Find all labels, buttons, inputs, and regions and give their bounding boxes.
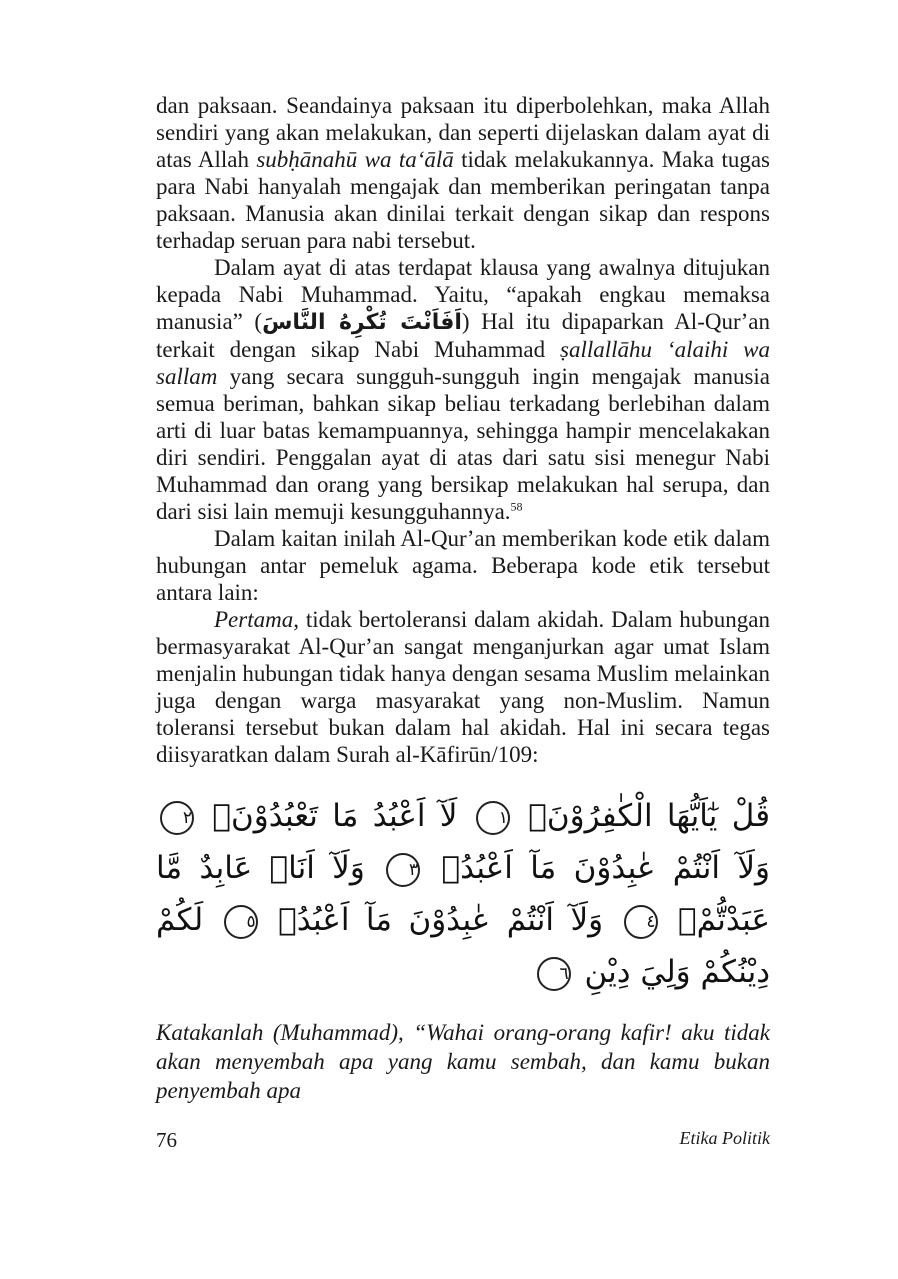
ayah-number-6: ٦: [537, 957, 571, 991]
ayah-3: وَلَآ اَنْتُمْ عٰبِدُوْنَ مَآ اَعْبُدُۚ: [441, 850, 770, 886]
paragraph-3: Dalam kaitan inilah Al-Qurʼan memberikan kode etik dalam hubungan antar pemeluk agama. Beberapa kode etik tersebut antara lain:: [156, 526, 770, 605]
ayah-2: لَآ اَعْبُدُ مَا تَعْبُدُوْنَۙ: [212, 798, 458, 834]
ayah-5: وَلَآ اَنْتُمْ عٰبِدُوْنَ مَآ اَعْبُدُۗ: [278, 902, 604, 938]
ayah-number-1: ١: [476, 801, 510, 835]
paragraph-1-end: tidak melakukannya. Maka tugas para Nabi hanyalah mengajak dan memberikan peringatan tanpa paksaan. Manusia akan dinilai terkait dengan sikap dan respons terhadap seruan para nabi tersebut.: [156, 147, 770, 253]
paragraph-2: [156, 254, 770, 525]
ayah-number-2: ٢: [160, 801, 194, 835]
inline-arabic-phrase: اَفَاَنْتَ تُكْرِهُ النَّاسَ: [262, 310, 462, 335]
paragraph-1-text: dan paksaan. Seandainya paksaan itu diperbolehkan, maka Allah sendiri yang akan melakukan, dan seperti dijelaskan dalam ayat di atas Allah: [156, 93, 770, 172]
quran-verse-block: [156, 790, 770, 998]
page-footer: [156, 1128, 770, 1152]
ayah-4: وَلَآ اَنَا۠ عَابِدٌ مَّا عَبَدْتُّمْۙ: [156, 850, 771, 938]
paragraph-1: [156, 92, 770, 254]
page-body: [156, 92, 770, 1128]
paragraph-4: [156, 606, 770, 768]
ayah-number-5: ٥: [224, 905, 258, 939]
verse-translation: Katakanlah (Muhammad), “Wahai orang-orang kafir! aku tidak akan menyembah apa yang kamu sembah, dan kamu bukan penyembah apa: [156, 1020, 770, 1103]
running-title: Etika Politik: [679, 1128, 770, 1148]
paragraph-4-italic: Pertama: [214, 607, 294, 632]
ayah-number-3: ٣: [386, 853, 420, 887]
ayah-6: لَكُمْ دِيْنُكُمْ وَلِيَ دِيْنِ: [156, 902, 770, 990]
ayah-number-4: ٤: [624, 905, 658, 939]
footnote-marker: 58: [510, 499, 523, 514]
paragraph-2-italic: ṣallallāhu ʻalaihi wa sallam: [156, 337, 770, 389]
paragraph-2-start: Dalam ayat di atas terdapat klausa yang awalnya ditujukan kepada Nabi Muhammad. Yaitu, “apakah engkau memaksa manusia” (: [156, 255, 770, 334]
paragraph-2-mid: ) Hal itu dipaparkan Al-Qurʼan terkait dengan sikap Nabi Muhammad: [156, 309, 770, 362]
page-number: 76: [156, 1128, 177, 1152]
paragraph-2-end: yang secara sungguh-sungguh ingin mengajak manusia semua beriman, bahkan sikap beliau terkadang berlebihan dalam arti di luar batas kemampuannya, sehingga hampir mencelakakan diri sendiri. Penggalan ayat di atas dari satu sisi menegur Nabi Muhammad dan orang yang bersikap melakukan hal serupa, dan dari sisi lain memuji kesungguhannya.: [156, 364, 770, 524]
paragraph-4-text: , tidak bertoleransi dalam akidah. Dalam hubungan bermasyarakat Al-Qurʼan sangat menganjurkan agar umat Islam menjalin hubungan tidak hanya dengan sesama Muslim melainkan juga dengan warga masyarakat yang non-Muslim. Namun toleransi tersebut bukan dalam hal akidah. Hal ini secara tegas diisyaratkan dalam Surah al-Kāfirūn/109:: [156, 607, 770, 767]
paragraph-1-italic: subḥānahū wa taʻālā: [256, 147, 454, 172]
ayah-1: قُلْ يٰٓاَيُّهَا الْكٰفِرُوْنَۙ: [528, 798, 771, 834]
